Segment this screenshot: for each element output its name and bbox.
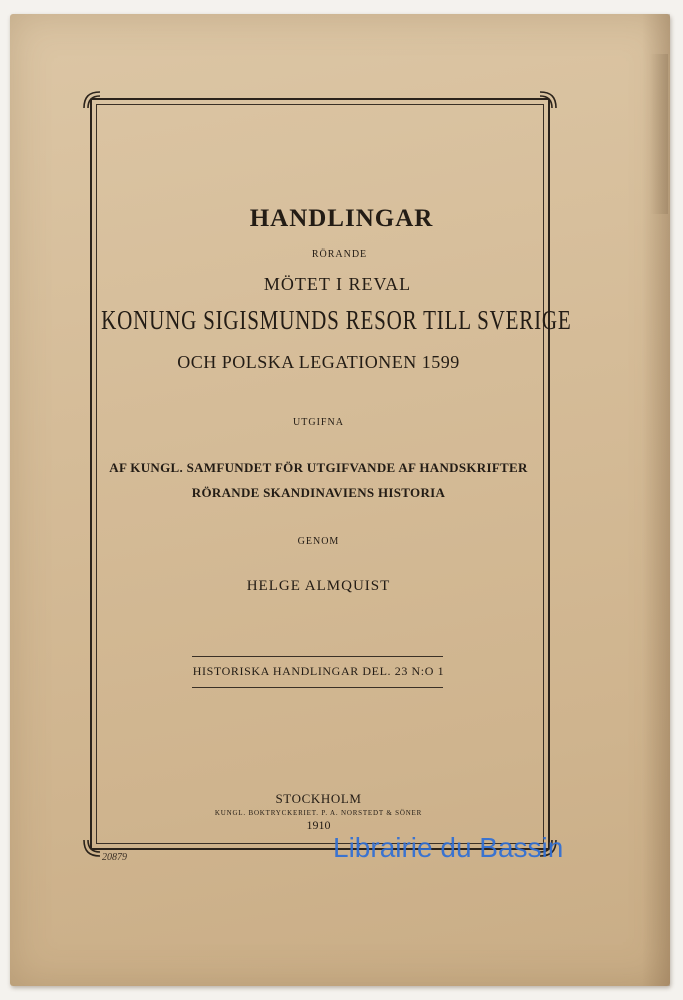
cover-year: 1910 — [306, 818, 331, 832]
stock-number: 20879 — [102, 852, 127, 863]
frame-corner-ornament — [83, 91, 101, 109]
bookseller-watermark: Librairie du Bassin — [333, 832, 564, 863]
cover-genom: GENOM — [297, 536, 340, 547]
cover-subject-line-1: MÖTET I REVAL — [263, 274, 412, 294]
cover-city: STOCKHOLM — [275, 791, 362, 806]
frame-corner-ornament — [83, 839, 101, 857]
cover-utgifna: UTGIFNA — [293, 417, 344, 428]
cover-subtitle-rorande: RÖRANDE — [311, 249, 368, 260]
cover-printer: KUNGL. BOKTRYCKERIET. P. A. NORSTEDT & SÖNER — [214, 809, 423, 817]
cover-publisher-line-1: AF KUNGL. SAMFUNDET FÖR UTGIFVANDE AF HANDSKRIFTER — [109, 460, 528, 475]
cover-edge-shadow — [650, 54, 668, 214]
cover-title: HANDLINGAR — [249, 205, 434, 232]
cover-author: HELGE ALMQUIST — [246, 578, 391, 594]
cover-publisher-line-2: RÖRANDE SKANDINAVIENS HISTORIA — [191, 485, 446, 500]
frame-corner-ornament — [539, 91, 557, 109]
cover-subject-line-3: OCH POLSKA LEGATIONEN 1599 — [177, 352, 460, 372]
cover-subject-line-2: KONUNG SIGISMUNDS RESOR TILL SVERIGE — [101, 305, 572, 335]
cover-series: HISTORISKA HANDLINGAR DEL. 23 N:O 1 — [192, 664, 445, 678]
